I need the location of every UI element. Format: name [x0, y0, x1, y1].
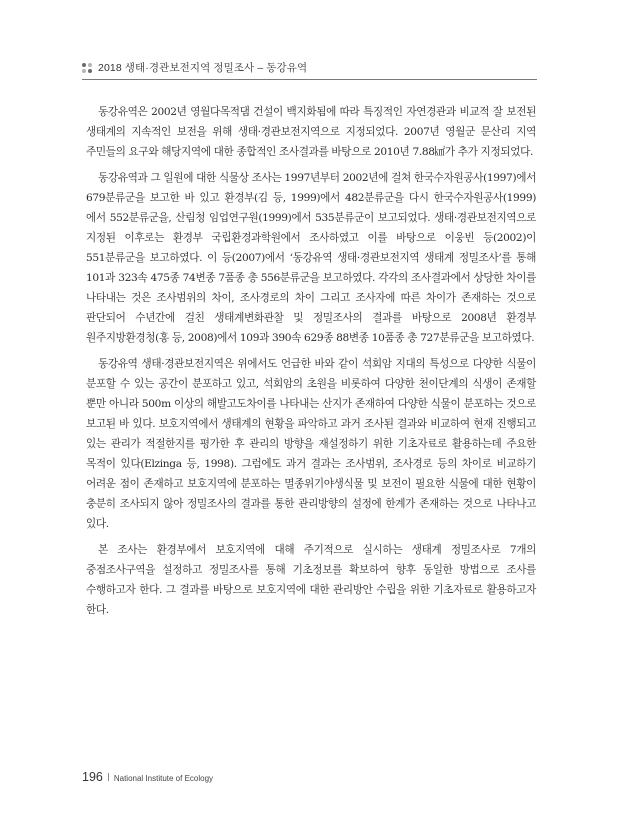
header-divider [82, 79, 537, 80]
paragraph-4: 본 조사는 환경부에서 보호지역에 대해 주기적으로 실시하는 생태계 정밀조사로 7개의 중점조사구역을 설정하고 정밀조사를 통해 기초정보를 확보하여 향후 동일한 방법으로 조사를 수행하고자 한다. 그 결과를 바탕으로 보호지역에 대한 관리방안 수립을 위한 기초자료로 활용하고자 한다. [86, 544, 536, 616]
paragraph-1: 동강유역은 2002년 영월다목적댐 건설이 백지화됨에 따라 특징적인 자연경관과 비교적 잘 보전된 생태계의 지속적인 보전을 위해 생태·경관보전지역으로 지정되었다. 2007년 영월군 문산리 지역 주민들의 요구와 해당지역에 대한 종합적인 조사결과를 바탕으로 2010년 7.88㎢가 추가 지정되었다. [86, 106, 536, 158]
page-number: 196 [82, 770, 103, 784]
footer-separator [108, 773, 109, 781]
page-footer [82, 770, 213, 784]
paragraph-2: 동강유역과 그 일원에 대한 식물상 조사는 1997년부터 2002년에 걸쳐 한국수자원공사(1997)에서 679분류군을 보고한 바 있고 환경부(김 등, 1999)에서 482분류군을 다시 한국수자원공사(1999)에서 552분류군을, 산림청 임업연구원(1999)에서 535분류군이 보고되었다. 생태·경관보전지역으로 지정된 이후로는 환경부 국립환경과학원에서 조사하였고 이를 바탕으로 이웅빈 등(2002)이 551분류군을 보고하였다. 이 등(2007)에서 ‘동강유역 생태·경관보전지역 생태계 정밀조사’를 통해 101과 323속 475종 74변종 7품종 총 556분류군을 보고하였다. 각각의 조사결과에서 상당한 차이를 나타내는 것은 조사범위의 차이, 조사경로의 차이 그리고 조사자에 따른 차이가 존재하는 것으로 판단되어 수년간에 걸친 생태계변화관찰 및 정밀조사의 결과를 바탕으로 2008년 환경부 원주지방환경청(홍 등, 2008)에서 109과 390속 629종 88변종 10품종 총 727분류군을 보고하였다. [86, 172, 536, 344]
bullet-dots-icon [82, 63, 92, 73]
institute-name: National Institute of Ecology [113, 774, 214, 783]
paragraph-3: 동강유역 생태·경관보전지역은 위에서도 언급한 바와 같이 석회암 지대의 특성으로 다양한 식물이 분포할 수 있는 공간이 분포하고 있고, 석회암의 초원을 비롯하여 다양한 천이단계의 식생이 존재할 뿐만 아니라 500m 이상의 해발고도차이를 나타내는 산지가 존재하여 다양한 식물이 분포하는 것으로 보고된 바 있다. 보호지역에서 생태계의 현황을 파악하고 과거 조사된 결과와 비교하여 현재 진행되고 있는 관리가 적절한지를 평가한 후 관리의 방향을 재설정하기 위한 기초자료로 활용하는데 주요한 목적이 있다(Elzinga 등, 1998). 그럼에도 과거 결과는 조사범위, 조사경로 등의 차이로 비교하기 어려운 점이 존재하고 보호지역에 분포하는 멸종위기야생식물 및 보전이 필요한 식물에 대한 현황이 충분히 조사되지 않아 정밀조사의 결과를 통한 관리방향의 설정에 한계가 존재하는 것으로 나타나고 있다. [86, 358, 536, 530]
body-text [86, 102, 536, 626]
running-header [82, 60, 537, 75]
header-title: 2018 생태·경관보전지역 정밀조사 – 동강유역 [98, 62, 308, 74]
